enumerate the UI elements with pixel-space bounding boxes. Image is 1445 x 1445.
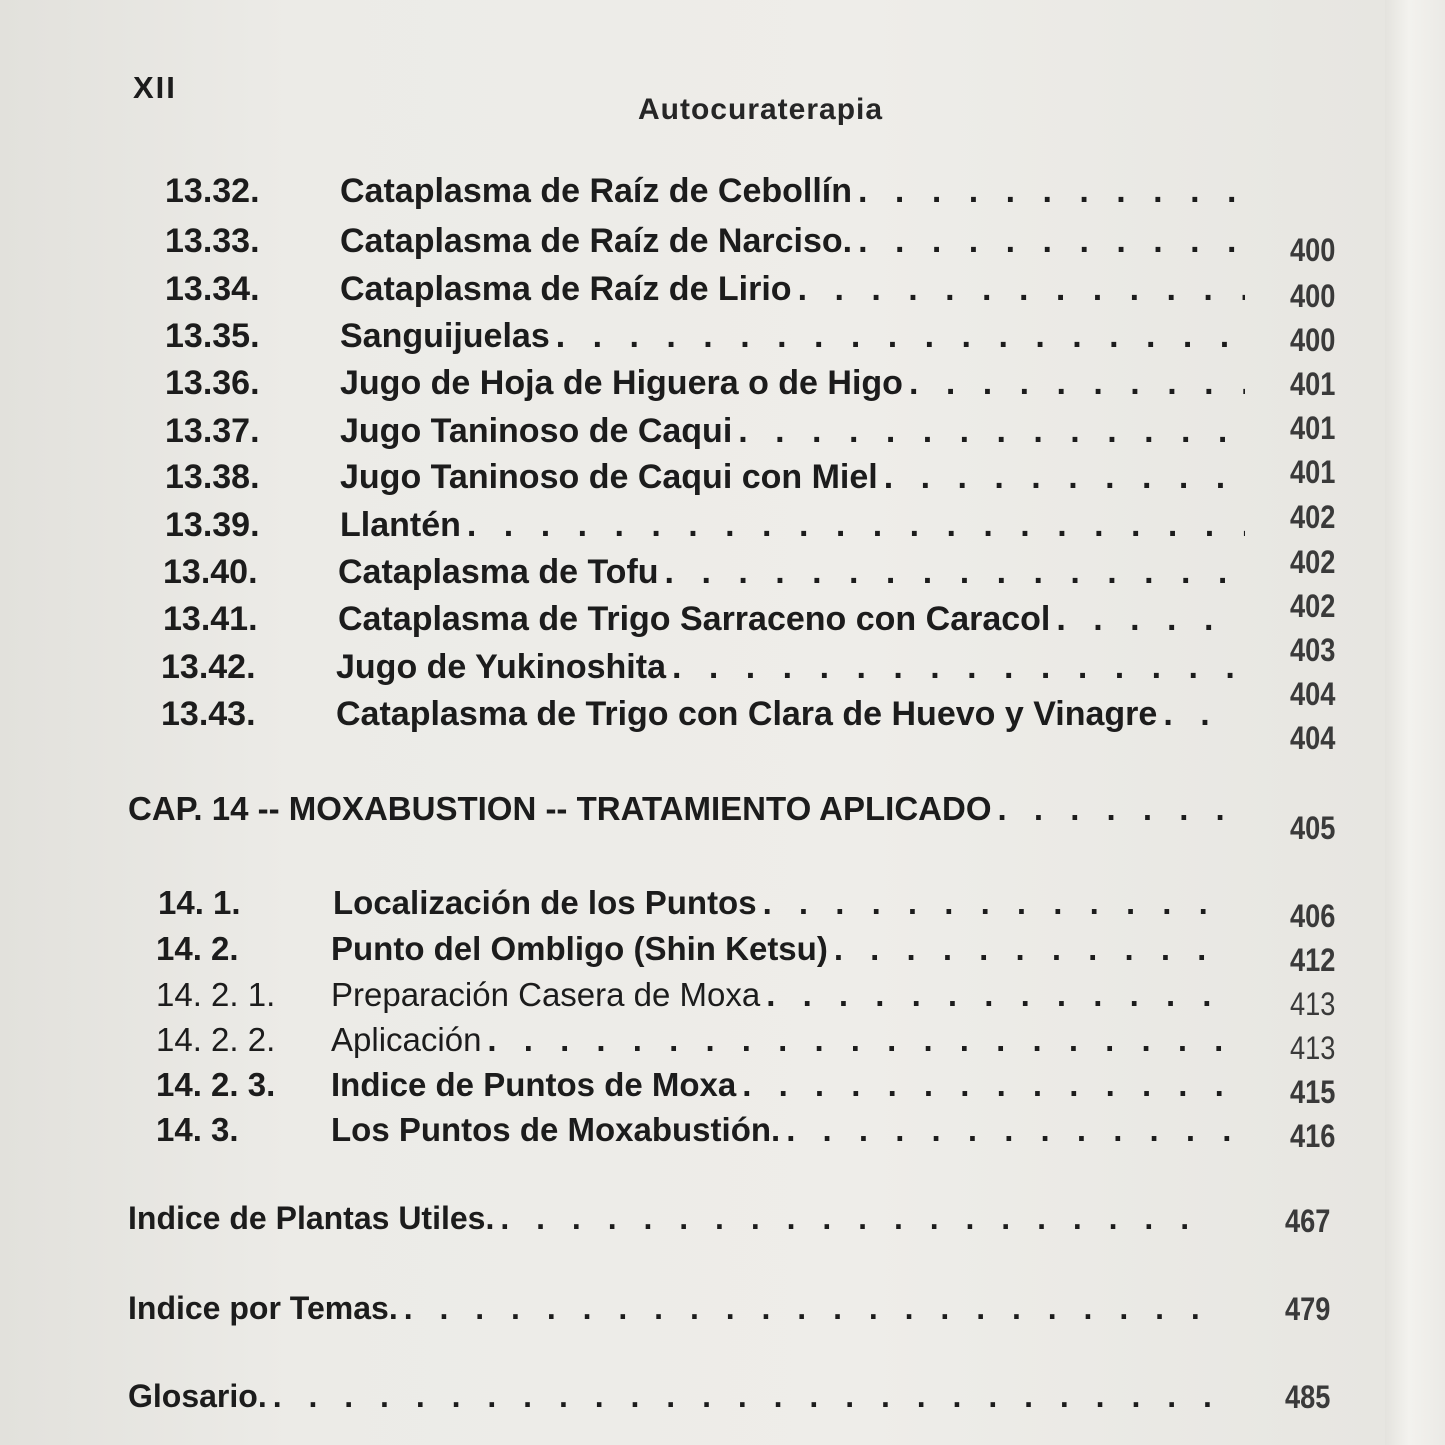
entry-title: Sanguijuelas: [340, 317, 550, 355]
entry-number: 13.38.: [165, 458, 260, 496]
entry-title: Aplicación: [331, 1021, 482, 1058]
page-number: 400: [1289, 278, 1335, 314]
entry-number: 13.41.: [163, 600, 258, 638]
dot-leader: [398, 1290, 1218, 1327]
toc-entry: [156, 1111, 1231, 1149]
dot-leader: [903, 364, 1245, 403]
dot-leader: [461, 506, 1245, 545]
toc-entry: [165, 172, 1245, 211]
page-number: 405: [1289, 810, 1335, 846]
toc-entry: [158, 884, 1233, 922]
index-entry: [128, 1290, 1218, 1327]
entry-number: 14. 3.: [156, 1111, 239, 1148]
toc-entry: [165, 412, 1245, 451]
toc-entry: [165, 506, 1245, 545]
page-number: 401: [1289, 454, 1335, 490]
page-number: 404: [1289, 676, 1335, 712]
entry-number: 14. 2. 1.: [156, 976, 276, 1013]
dot-leader: [852, 172, 1245, 211]
page-number: 402: [1289, 499, 1335, 535]
entry-title: Jugo Taninoso de Caqui: [340, 412, 733, 450]
page-folio: XII: [133, 70, 177, 105]
dot-leader: [1157, 695, 1236, 734]
entry-number: 14. 1.: [158, 884, 241, 921]
page-number: 485: [1284, 1379, 1330, 1415]
page-number: 404: [1289, 720, 1335, 756]
page-number: 413: [1289, 986, 1335, 1022]
toc-entry: [163, 600, 1238, 639]
dot-leader: [736, 1066, 1231, 1104]
page-number: 406: [1289, 898, 1335, 934]
index-title: Indice de Plantas Utiles.: [128, 1200, 495, 1236]
page-number: 415: [1289, 1074, 1335, 1110]
page-number: 416: [1289, 1118, 1335, 1154]
toc-entry: [165, 364, 1245, 403]
entry-title: Los Puntos de Moxabustión.: [331, 1111, 781, 1148]
entry-title: Jugo de Yukinoshita: [336, 648, 666, 686]
dot-leader: [760, 976, 1231, 1014]
entry-title: Cataplasma de Raíz de Lirio: [340, 270, 792, 308]
entry-title: Punto del Ombligo (Shin Ketsu): [331, 930, 828, 967]
entry-title: Indice de Puntos de Moxa: [331, 1066, 737, 1103]
page-number: 401: [1289, 410, 1335, 446]
page-number: 402: [1289, 544, 1335, 580]
dot-leader: [494, 1200, 1218, 1237]
entry-title: Preparación Casera de Moxa: [331, 976, 761, 1013]
dot-leader: [828, 930, 1231, 968]
entry-number: 13.43.: [161, 695, 256, 733]
dot-leader: [267, 1378, 1218, 1415]
entry-number: 14. 2.: [156, 930, 239, 967]
entry-title: Cataplasma de Trigo Sarraceno con Caracol: [338, 600, 1051, 638]
dot-leader: [757, 884, 1233, 922]
page-number: 412: [1289, 942, 1335, 978]
dot-leader: [792, 270, 1245, 309]
toc-entry: [161, 648, 1236, 687]
entry-number: 13.33.: [165, 222, 260, 260]
index-title: Indice por Temas.: [128, 1290, 398, 1326]
dot-leader: [780, 1111, 1231, 1149]
entry-number: 13.36.: [165, 364, 260, 402]
entry-title: Cataplasma de Raíz de Cebollín: [340, 172, 853, 210]
dot-leader: [852, 222, 1245, 261]
chapter-heading: [128, 790, 1238, 828]
entry-number: 13.37.: [165, 412, 260, 450]
page-number: 400: [1289, 232, 1335, 268]
toc-entry: [156, 1021, 1231, 1059]
dot-leader: [992, 790, 1238, 828]
entry-title: Localización de los Puntos: [333, 884, 757, 921]
entry-number: 13.40.: [163, 553, 258, 591]
entry-number: 13.35.: [165, 317, 260, 355]
toc-entry: [163, 553, 1243, 592]
toc-entry: [165, 458, 1245, 497]
entry-title: Cataplasma de Raíz de Narciso.: [340, 222, 853, 260]
page-number: 401: [1289, 366, 1335, 402]
dot-leader: [666, 648, 1236, 687]
entry-number: 13.42.: [161, 648, 256, 686]
index-entry: [128, 1378, 1218, 1415]
page-number: 402: [1289, 588, 1335, 624]
toc-entry: [156, 930, 1231, 968]
entry-title: Cataplasma de Trigo con Clara de Huevo y Vinagre: [336, 695, 1158, 733]
chapter-title: CAP. 14 -- MOXABUSTION -- TRATAMIENTO APLICADO: [128, 790, 992, 827]
entry-title: Jugo Taninoso de Caqui con Miel: [340, 458, 878, 496]
dot-leader: [732, 412, 1245, 451]
entry-number: 13.32.: [165, 172, 260, 210]
dot-leader: [878, 458, 1245, 497]
page-number: 467: [1284, 1203, 1330, 1239]
entry-number: 14. 2. 3.: [156, 1066, 276, 1103]
index-title: Glosario.: [128, 1378, 267, 1414]
toc-entry: [156, 976, 1231, 1014]
dot-leader: [481, 1021, 1231, 1059]
page-number: 413: [1289, 1030, 1335, 1066]
entry-title: Cataplasma de Tofu: [338, 553, 659, 591]
page-number: 400: [1289, 322, 1335, 358]
book-title: Autocuraterapia: [638, 93, 884, 126]
toc-entry: [161, 695, 1236, 734]
entry-number: 13.39.: [165, 506, 260, 544]
page-number: 403: [1289, 632, 1335, 668]
entry-title: Llantén: [340, 506, 461, 544]
toc-entry: [165, 270, 1245, 309]
page-number: 479: [1284, 1291, 1330, 1327]
entry-number: 13.34.: [165, 270, 260, 308]
toc-entry: [165, 222, 1245, 261]
dot-leader: [659, 553, 1243, 592]
dot-leader: [550, 317, 1245, 356]
index-entry: [128, 1200, 1218, 1237]
entry-title: Jugo de Hoja de Higuera o de Higo: [340, 364, 903, 402]
entry-number: 14. 2. 2.: [156, 1021, 276, 1058]
toc-entry: [165, 317, 1245, 356]
dot-leader: [1050, 600, 1238, 639]
toc-entry: [156, 1066, 1231, 1104]
